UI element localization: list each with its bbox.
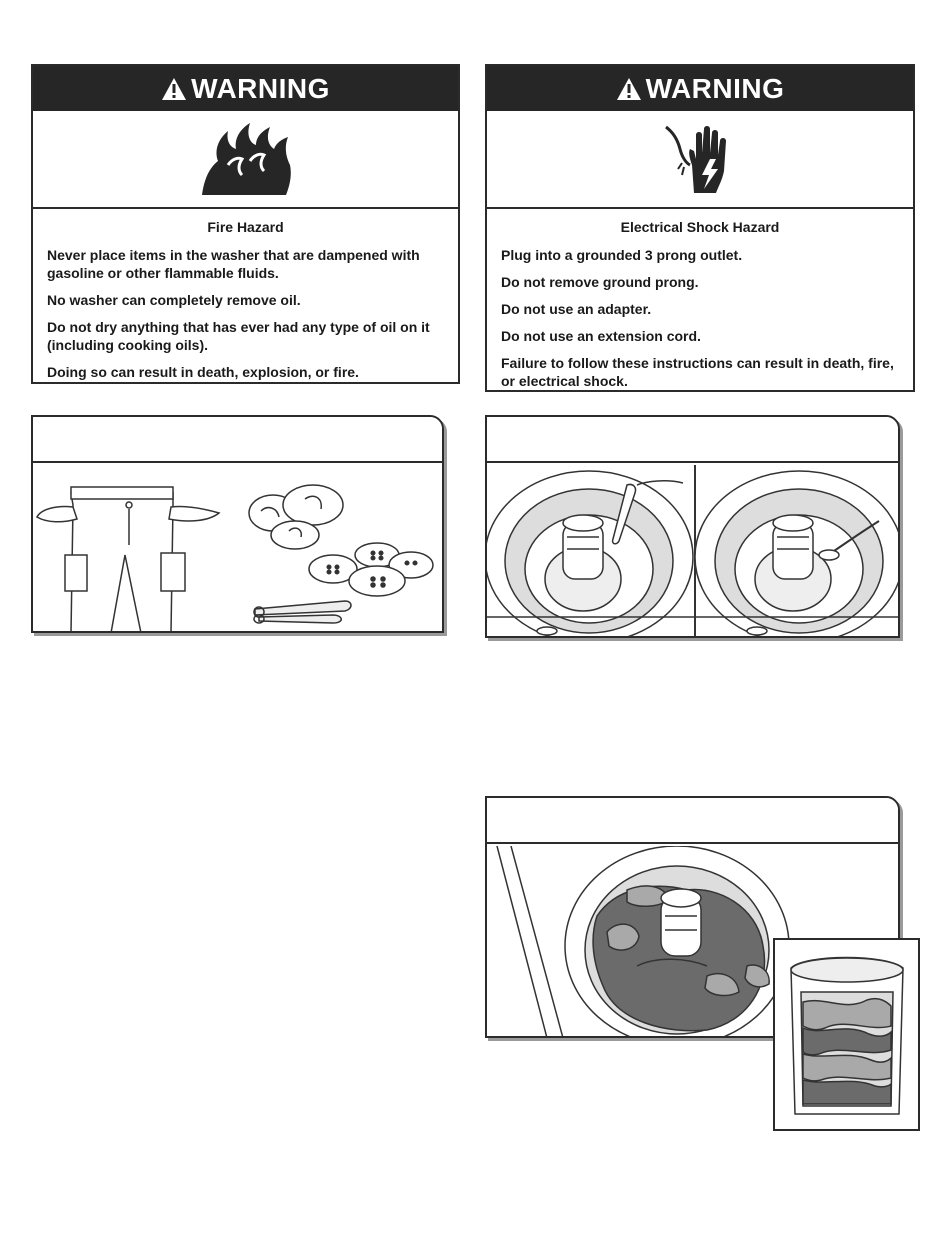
safety-pins-icon xyxy=(254,601,351,623)
fire-warning-line-3: Do not dry anything that has ever had any type of oil on it (including cooking oils). xyxy=(47,319,430,353)
fire-warning-box xyxy=(31,64,460,384)
shock-warning-line-4: Do not use an extension cord. xyxy=(501,328,701,344)
tub-cross-section-illustration xyxy=(775,940,918,1129)
shock-hazard-title: Electrical Shock Hazard xyxy=(620,219,780,235)
loaded-tub-inset xyxy=(773,938,920,1131)
figure-header xyxy=(33,417,442,463)
buttons-icon xyxy=(309,543,433,596)
fire-warning-line-1: Never place items in the washer that are dampened with gasoline or other flammable fluids. xyxy=(47,247,420,281)
empty-pockets-figure xyxy=(31,415,444,633)
shock-warning-box xyxy=(485,64,915,392)
shock-icon-panel xyxy=(487,111,913,209)
shock-warning-line-1: Plug into a grounded 3 prong outlet. xyxy=(501,247,743,263)
fire-warning-header-text: WARNING xyxy=(191,72,330,104)
add-detergent-figure xyxy=(485,415,900,638)
fire-warning-header xyxy=(33,66,458,111)
coins-icon xyxy=(249,485,343,549)
warning-triangle-icon xyxy=(616,77,642,101)
shock-warning-line-3: Do not use an adapter. xyxy=(501,301,652,317)
shock-warning-header-text: WARNING xyxy=(645,72,785,104)
shock-warning-line-2: Do not remove ground prong. xyxy=(501,274,699,290)
pants-coins-buttons-illustration xyxy=(33,465,442,633)
shock-warning-header xyxy=(487,66,913,111)
fire-icon-panel xyxy=(33,111,458,209)
figure-header xyxy=(487,798,898,844)
figure-header xyxy=(487,417,898,463)
fire-warning-line-2: No washer can completely remove oil. xyxy=(47,292,301,308)
washer-tub-detergent-illustration xyxy=(487,465,898,638)
washer-tub-right xyxy=(695,471,898,638)
fire-warning-line-4: Doing so can result in death, explosion, or fire. xyxy=(47,364,359,380)
pants-icon xyxy=(37,487,219,633)
fire-icon xyxy=(198,121,294,197)
shock-warning-line-5: Failure to follow these instructions can result in death, fire, or electrical shock. xyxy=(501,355,894,389)
electric-shock-hand-icon xyxy=(660,119,740,199)
fire-hazard-title: Fire Hazard xyxy=(207,219,284,235)
warning-triangle-icon xyxy=(161,77,187,101)
